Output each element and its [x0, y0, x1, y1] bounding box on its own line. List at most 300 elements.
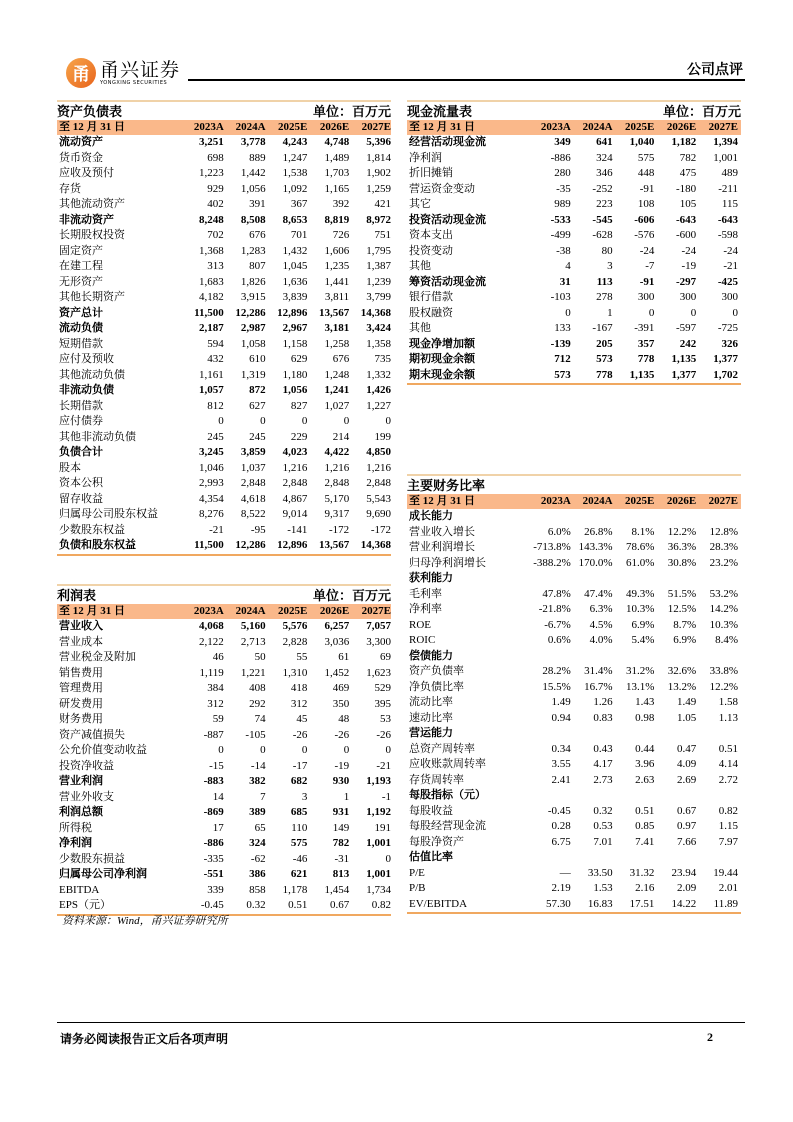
row-value: 1,057	[199, 384, 224, 396]
row-value: 1,734	[366, 883, 391, 896]
row-value: 357	[637, 337, 655, 350]
table-row	[57, 492, 391, 508]
row-label: 管理费用	[59, 682, 103, 694]
row-label: 研发费用	[59, 697, 103, 710]
row-label: 留存收益	[59, 492, 103, 505]
row-value: 858	[249, 883, 266, 896]
row-value: 51.5%	[667, 587, 697, 600]
table-row	[407, 618, 741, 634]
row-value: 1,623	[366, 666, 391, 679]
table-row	[407, 197, 741, 213]
row-value: 10.3%	[625, 603, 655, 615]
row-label: 流动负债	[59, 322, 103, 334]
row-value: -21	[723, 260, 738, 272]
row-value: 4,182	[199, 291, 224, 303]
row-value: 1.49	[676, 696, 697, 708]
row-value: -95	[250, 523, 266, 536]
row-value: -600	[676, 229, 697, 241]
row-value: 2,987	[240, 322, 266, 334]
row-value: 3.55	[551, 758, 571, 770]
row-value: 1,310	[282, 666, 308, 679]
row-value: 1,702	[713, 368, 738, 381]
row-value: 17	[212, 821, 224, 834]
row-value: -24	[639, 244, 655, 257]
year-header: 2025E	[278, 121, 308, 133]
table-row	[407, 290, 741, 306]
table-row	[407, 337, 741, 353]
table-bottom-rule	[57, 554, 391, 556]
row-value: 133	[554, 322, 571, 334]
row-value: 402	[207, 198, 224, 210]
row-label: 其他长期资产	[59, 291, 125, 303]
row-value: 2,993	[199, 477, 224, 489]
row-value: 1,158	[282, 337, 308, 350]
row-label: ROIC	[409, 634, 436, 646]
table-bottom-rule	[407, 912, 741, 914]
row-value: 2.72	[718, 773, 738, 786]
row-label: 短期借款	[59, 337, 103, 350]
row-value: 6.3%	[589, 603, 613, 615]
row-value: 1,377	[713, 353, 738, 365]
row-value: -17	[292, 759, 308, 772]
row-value: 2,967	[282, 322, 308, 334]
row-value: 1,135	[629, 368, 655, 381]
row-value: 108	[637, 198, 655, 210]
row-value: 49.3%	[625, 587, 655, 600]
row-label: 所得税	[59, 821, 92, 834]
row-value: 382	[249, 775, 266, 787]
row-label: 营业利润增长	[409, 541, 475, 553]
row-value: 1,247	[282, 151, 308, 164]
table-row	[57, 151, 391, 167]
row-value: 9,014	[282, 508, 308, 520]
table-title: 资产负债表	[57, 104, 123, 119]
row-value: 676	[249, 229, 266, 241]
table-row	[407, 166, 741, 182]
row-value: 223	[596, 198, 613, 210]
row-value: 573	[554, 368, 571, 381]
row-value: 384	[207, 682, 224, 694]
row-value: -887	[203, 728, 224, 741]
row-value: 395	[374, 697, 391, 710]
row-value: 2.19	[551, 882, 571, 894]
row-value: -297	[676, 275, 697, 288]
row-value: 12,896	[277, 306, 308, 319]
financial-ratios-table	[407, 474, 741, 914]
table-row	[407, 695, 741, 711]
row-label: 期初现金余额	[409, 353, 475, 365]
year-header: 2023A	[540, 121, 571, 133]
table-row	[407, 306, 741, 322]
row-value: 14.22	[671, 897, 697, 910]
row-value: 1,606	[324, 244, 350, 257]
row-value: 2,187	[199, 322, 224, 334]
disclaimer-text: 请务必阅读报告正文后各项声明	[60, 1032, 229, 1046]
table-unit: 单位：百万元	[312, 104, 391, 119]
row-value: -139	[550, 337, 571, 350]
cash-flow-table	[407, 100, 741, 385]
row-value: 4.09	[676, 758, 697, 770]
row-value: 7	[260, 790, 266, 803]
row-value: 346	[596, 167, 613, 179]
row-value: 3,915	[240, 291, 266, 303]
row-value: 1,223	[199, 167, 224, 179]
row-value: 1,426	[366, 384, 391, 396]
row-value: 418	[290, 682, 308, 694]
row-label: 资本公积	[59, 477, 103, 489]
row-value: -598	[717, 229, 738, 241]
row-value: 7.66	[676, 835, 697, 848]
row-value: 1,332	[366, 368, 391, 381]
table-row	[57, 712, 391, 728]
table-row	[407, 788, 741, 804]
row-value: 12,896	[277, 539, 308, 551]
row-value: 28.2%	[542, 665, 571, 677]
row-value: 421	[374, 198, 391, 210]
row-label: 非流动负债	[59, 384, 114, 396]
row-value: 1,452	[324, 666, 350, 679]
row-value: 149	[332, 821, 350, 834]
row-value: 1,248	[324, 368, 350, 381]
row-value: -91	[639, 275, 655, 288]
table-row	[407, 649, 741, 665]
row-value: 3,181	[324, 322, 350, 334]
row-label: 利润总额	[59, 806, 103, 818]
table-row	[57, 182, 391, 198]
table-header-row	[57, 604, 391, 619]
row-value: 23.94	[671, 866, 697, 879]
row-value: 1,377	[671, 368, 697, 381]
row-value: 1,193	[366, 775, 391, 787]
row-value: 300	[637, 291, 655, 303]
row-value: 6.9%	[673, 634, 697, 646]
row-value: 9,317	[324, 508, 350, 520]
row-value: 53.2%	[709, 587, 738, 600]
year-header: 2027E	[708, 121, 738, 133]
row-value: 0	[343, 744, 350, 756]
row-value: 1,358	[366, 337, 391, 350]
row-value: 0	[565, 306, 571, 319]
row-value: 55	[296, 651, 308, 663]
row-value: 300	[679, 291, 697, 303]
row-label: 毛利率	[409, 587, 442, 600]
row-value: -533	[550, 213, 571, 226]
logo-name: 甬兴证券	[100, 59, 181, 81]
row-label: 其他流动资产	[59, 198, 125, 210]
row-value: 989	[554, 198, 571, 210]
footer-divider	[57, 1022, 745, 1023]
row-value: 65	[254, 821, 266, 834]
row-label: 存货	[59, 182, 81, 195]
table-row	[57, 538, 391, 554]
table-row	[407, 881, 741, 897]
row-value: 1,432	[282, 244, 308, 257]
row-label: 少数股东权益	[59, 523, 125, 536]
table-row	[407, 509, 741, 525]
row-label: 筹资活动现金流	[409, 275, 486, 288]
row-value: -388.2%	[533, 556, 571, 569]
row-value: 1,182	[671, 136, 697, 148]
row-value: 59	[212, 713, 224, 725]
row-value: 0.47	[676, 742, 697, 755]
table-row	[57, 805, 391, 821]
row-value: -19	[334, 759, 350, 772]
table-row	[57, 523, 391, 539]
row-label: 负债合计	[59, 446, 103, 458]
row-label: P/E	[409, 866, 425, 879]
table-unit: 单位：百万元	[662, 104, 741, 119]
table-row	[407, 368, 741, 384]
row-label: 存货周转率	[409, 773, 464, 786]
row-value: 8,972	[366, 213, 391, 226]
row-label: 其他	[409, 260, 431, 272]
row-value: 2.09	[676, 882, 697, 894]
row-value: -883	[203, 775, 224, 787]
year-header: 2024A	[235, 121, 266, 133]
table-row	[57, 743, 391, 759]
row-label: 归属母公司股东权益	[59, 508, 158, 520]
row-value: 782	[332, 837, 350, 849]
row-value: 1,221	[240, 666, 266, 679]
row-value: -551	[203, 868, 224, 880]
row-value: -21.8%	[538, 603, 571, 615]
row-value: -172	[370, 523, 391, 536]
row-label: 现金净增加额	[409, 337, 475, 350]
row-value: -252	[592, 182, 613, 195]
row-value: -26	[292, 728, 308, 741]
table-row	[57, 352, 391, 368]
row-value: 3,799	[366, 291, 391, 303]
row-label: 每股经营现金流	[409, 820, 486, 832]
table-row	[407, 726, 741, 742]
row-value: -725	[717, 322, 738, 334]
table-row	[57, 759, 391, 775]
table-header-row	[407, 120, 741, 135]
table-header-row	[407, 494, 741, 509]
row-value: 15.5%	[542, 680, 571, 693]
row-value: 4	[565, 260, 571, 272]
period-label: 至 12 月 31 日	[409, 495, 475, 507]
row-value: 313	[207, 260, 224, 272]
year-header: 2023A	[193, 121, 224, 133]
row-value: -335	[203, 852, 224, 865]
row-label: 净利润	[409, 151, 442, 164]
row-value: 1,192	[366, 806, 391, 818]
row-value: 2.69	[676, 773, 697, 786]
row-value: 1,216	[366, 461, 391, 474]
row-value: 1.15	[718, 820, 738, 832]
table-row	[57, 337, 391, 353]
year-header: 2023A	[193, 605, 224, 617]
row-value: -643	[717, 213, 738, 226]
row-value: 326	[721, 337, 738, 350]
row-value: 0.82	[718, 804, 738, 817]
table-row	[57, 619, 391, 635]
table-row	[407, 757, 741, 773]
row-value: 11,500	[194, 539, 224, 551]
table-row	[407, 571, 741, 587]
page-number: 2	[707, 1030, 713, 1044]
row-value: 13.1%	[625, 680, 655, 693]
row-value: 2,848	[366, 477, 391, 489]
row-value: 0.82	[371, 899, 391, 911]
row-label: 应付及预收	[59, 353, 114, 365]
table-row	[57, 290, 391, 306]
row-value: 726	[332, 229, 350, 241]
table-row	[57, 650, 391, 666]
row-value: 11.89	[713, 897, 738, 910]
row-value: 324	[249, 837, 266, 849]
row-label: 股本	[59, 461, 81, 474]
row-label: 每股净资产	[409, 835, 464, 848]
row-label: 财务费用	[59, 713, 103, 725]
row-value: 8,508	[240, 213, 266, 226]
row-label: 总资产周转率	[409, 742, 475, 755]
row-value: -713.8%	[533, 541, 571, 553]
row-value: 0	[218, 744, 224, 756]
row-value: 0.32	[593, 804, 613, 817]
row-value: 0	[301, 744, 308, 756]
row-value: 242	[679, 337, 697, 350]
row-label: 营运能力	[409, 727, 453, 739]
table-row	[57, 197, 391, 213]
row-value: 1,814	[366, 151, 391, 164]
row-value: -24	[681, 244, 697, 257]
row-value: 0	[732, 306, 738, 319]
row-value: -545	[592, 213, 613, 226]
row-label: 每股指标（元）	[409, 789, 486, 801]
row-value: 1,027	[324, 399, 350, 412]
row-label: 销售费用	[59, 666, 103, 679]
row-value: 199	[374, 430, 391, 443]
row-label: EV/EBITDA	[409, 897, 468, 910]
row-value: 31	[559, 275, 571, 288]
row-label: 资产减值损失	[59, 728, 125, 741]
row-value: 7.41	[635, 835, 655, 848]
row-value: 312	[207, 697, 224, 710]
row-value: 12,286	[235, 539, 266, 551]
row-value: 191	[374, 821, 391, 834]
row-value: 1,046	[199, 461, 224, 474]
row-value: 872	[249, 384, 266, 396]
row-label: 营业税金及附加	[59, 651, 136, 663]
row-value: 682	[290, 775, 308, 787]
row-value: -643	[676, 213, 697, 226]
row-value: 8,653	[282, 213, 308, 226]
row-value: 1,683	[199, 275, 224, 288]
row-value: -391	[634, 322, 655, 334]
row-label: 净负债比率	[409, 680, 464, 693]
row-value: 1,319	[240, 368, 266, 381]
row-value: -167	[592, 322, 613, 334]
row-value: 6,257	[324, 620, 350, 632]
row-value: 8.7%	[673, 618, 697, 631]
year-header: 2026E	[666, 495, 697, 507]
row-value: 2,848	[240, 477, 266, 489]
table-row	[407, 835, 741, 851]
row-value: -46	[292, 852, 308, 865]
table-row	[407, 228, 741, 244]
row-value: 30.8%	[667, 556, 697, 569]
table-row	[407, 587, 741, 603]
row-value: 350	[332, 697, 350, 710]
table-row	[407, 602, 741, 618]
row-value: -31	[334, 852, 350, 865]
row-value: 778	[596, 368, 613, 381]
row-value: 3,300	[366, 635, 391, 648]
year-header: 2027E	[708, 495, 738, 507]
row-label: 投资变动	[409, 244, 453, 257]
row-value: -0.45	[547, 804, 571, 817]
row-value: -425	[717, 275, 738, 288]
row-label: 营业成本	[59, 635, 103, 648]
row-label: 折旧摊销	[409, 167, 453, 179]
year-header: 2026E	[319, 121, 350, 133]
row-value: 0.85	[635, 820, 655, 832]
row-value: 1,056	[240, 182, 266, 195]
table-row	[57, 430, 391, 446]
row-value: 1,161	[199, 368, 224, 381]
row-value: 0	[301, 415, 308, 427]
year-header: 2027E	[361, 605, 391, 617]
row-value: 324	[596, 151, 613, 164]
row-value: 712	[554, 353, 571, 365]
row-value: 4.14	[718, 758, 738, 770]
row-value: -7	[645, 260, 655, 272]
logo-english: YONGXING SECURITIES	[100, 80, 168, 86]
year-header: 2023A	[540, 495, 571, 507]
row-value: 5,396	[366, 136, 391, 148]
row-label: 其他	[409, 322, 431, 334]
row-value: 2.16	[635, 882, 655, 894]
row-label: 应收账款周转率	[409, 758, 486, 770]
row-value: 929	[207, 182, 224, 195]
row-value: 12.5%	[667, 603, 697, 615]
row-value: 10.3%	[709, 618, 738, 631]
table-row	[57, 368, 391, 384]
row-value: 0.94	[551, 711, 571, 724]
row-value: -26	[334, 728, 350, 741]
row-value: 1.58	[718, 696, 738, 708]
table-row	[407, 804, 741, 820]
row-value: 0.67	[329, 899, 350, 911]
row-value: 8.1%	[631, 525, 655, 538]
row-value: 280	[554, 167, 571, 179]
row-value: 0	[385, 852, 391, 865]
row-value: 36.3%	[667, 541, 697, 553]
row-value: 45	[296, 713, 308, 725]
row-value: 930	[332, 775, 350, 787]
row-value: 205	[596, 337, 613, 350]
table-row	[407, 680, 741, 696]
row-value: 1,045	[282, 260, 308, 272]
row-value: 389	[249, 806, 266, 818]
table-row	[57, 666, 391, 682]
row-value: 0.51	[635, 804, 655, 817]
row-value: 432	[207, 353, 224, 365]
year-header: 2026E	[666, 121, 697, 133]
row-value: -35	[556, 182, 571, 195]
row-value: 827	[290, 399, 308, 412]
row-value: 1,040	[629, 136, 655, 148]
row-value: 1.26	[593, 696, 613, 708]
row-label: 营业利润	[59, 775, 103, 787]
row-value: 31.32	[629, 866, 655, 879]
table-row	[57, 635, 391, 651]
row-value: 3	[607, 260, 613, 272]
row-value: 0.34	[551, 742, 571, 755]
table-row	[407, 664, 741, 680]
